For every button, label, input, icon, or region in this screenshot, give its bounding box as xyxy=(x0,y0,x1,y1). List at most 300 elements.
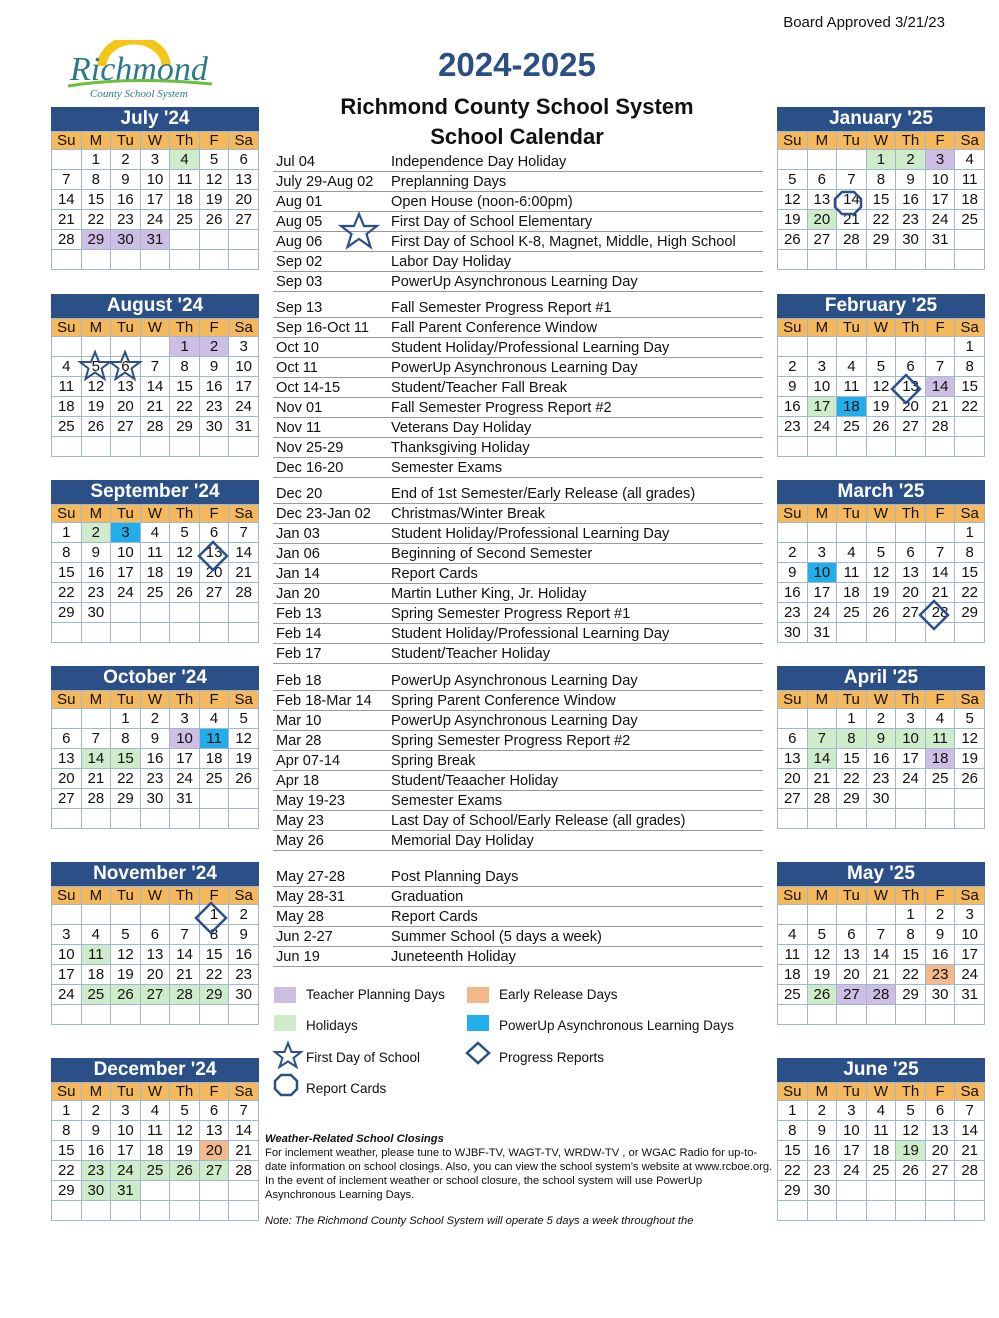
day-cell xyxy=(837,437,867,457)
event-name: End of 1st Semester/Early Release (all grades) xyxy=(391,486,696,502)
week-row xyxy=(778,809,985,829)
day-cell xyxy=(866,623,896,643)
events-summer-fall xyxy=(273,152,763,292)
day-cell xyxy=(229,437,259,457)
month-grid xyxy=(51,690,259,829)
day-cell: 1 xyxy=(896,905,926,925)
day-cell xyxy=(925,623,955,643)
day-cell: 9 xyxy=(229,925,259,945)
day-cell: 31 xyxy=(955,985,985,1005)
day-cell xyxy=(866,250,896,270)
event-row xyxy=(273,691,763,711)
event-date: Oct 10 xyxy=(276,340,319,356)
day-cell: 8 xyxy=(955,543,985,563)
day-cell xyxy=(52,150,82,170)
week-row xyxy=(778,729,985,749)
day-cell: 28 xyxy=(925,603,955,623)
day-cell: 22 xyxy=(866,210,896,230)
day-cell: 27 xyxy=(52,789,82,809)
day-cell: 14 xyxy=(229,543,259,563)
day-cell: 22 xyxy=(955,583,985,603)
week-row xyxy=(778,397,985,417)
day-cell: 30 xyxy=(140,789,170,809)
day-cell: 9 xyxy=(778,563,808,583)
day-cell xyxy=(896,809,926,829)
day-cell: 4 xyxy=(140,523,170,543)
weekday-label: Sa xyxy=(955,505,985,523)
day-cell: 28 xyxy=(52,230,82,250)
day-cell: 1 xyxy=(81,150,111,170)
day-cell xyxy=(199,623,229,643)
day-cell: 5 xyxy=(866,543,896,563)
week-row xyxy=(778,417,985,437)
day-cell: 28 xyxy=(837,230,867,250)
day-cell xyxy=(81,809,111,829)
day-cell: 2 xyxy=(111,150,141,170)
day-cell xyxy=(81,623,111,643)
day-cell: 13 xyxy=(140,945,170,965)
day-cell: 17 xyxy=(837,1141,867,1161)
day-cell: 3 xyxy=(170,709,200,729)
day-cell: 30 xyxy=(866,789,896,809)
day-cell: 23 xyxy=(925,965,955,985)
event-name: First Day of School Elementary xyxy=(391,214,593,230)
day-cell xyxy=(807,709,837,729)
day-cell: 15 xyxy=(866,190,896,210)
day-cell xyxy=(807,437,837,457)
weekday-label: Su xyxy=(52,132,82,150)
weekday-label: W xyxy=(140,505,170,523)
day-cell xyxy=(925,437,955,457)
event-name: PowerUp Asynchronous Learning Day xyxy=(391,360,638,376)
month-october-2024 xyxy=(51,666,259,829)
day-cell xyxy=(111,905,141,925)
day-cell: 29 xyxy=(111,789,141,809)
day-cell: 9 xyxy=(925,925,955,945)
day-cell xyxy=(807,337,837,357)
event-name: Beginning of Second Semester xyxy=(391,546,593,562)
day-cell: 24 xyxy=(925,210,955,230)
day-cell: 28 xyxy=(229,1161,259,1181)
day-cell: 21 xyxy=(955,1141,985,1161)
weekday-label: F xyxy=(925,132,955,150)
day-cell: 24 xyxy=(111,1161,141,1181)
week-row xyxy=(52,809,259,829)
day-cell: 8 xyxy=(111,729,141,749)
weekday-label: Su xyxy=(778,691,808,709)
day-cell: 4 xyxy=(925,709,955,729)
day-cell: 17 xyxy=(807,397,837,417)
event-date: Dec 23-Jan 02 xyxy=(276,506,371,522)
day-cell: 3 xyxy=(111,1101,141,1121)
event-row xyxy=(273,378,763,398)
event-row xyxy=(273,338,763,358)
weekday-label: Th xyxy=(896,1083,926,1101)
weekday-label: Su xyxy=(778,319,808,337)
logo-subtext: County School System xyxy=(90,88,188,100)
event-date: Aug 05 xyxy=(276,214,323,230)
day-cell: 24 xyxy=(807,603,837,623)
day-cell xyxy=(866,437,896,457)
day-cell: 14 xyxy=(170,945,200,965)
day-cell: 3 xyxy=(837,1101,867,1121)
weather-title: Weather-Related School Closings xyxy=(265,1133,444,1145)
day-cell: 21 xyxy=(81,769,111,789)
day-cell: 17 xyxy=(52,965,82,985)
day-cell: 15 xyxy=(199,945,229,965)
week-row xyxy=(52,150,259,170)
day-cell xyxy=(170,603,200,623)
day-cell xyxy=(925,337,955,357)
day-cell: 20 xyxy=(199,1141,229,1161)
week-row xyxy=(778,709,985,729)
weekday-label: M xyxy=(807,505,837,523)
day-cell: 11 xyxy=(140,1121,170,1141)
event-date: Jan 14 xyxy=(276,566,320,582)
week-row xyxy=(778,377,985,397)
day-cell: 17 xyxy=(955,945,985,965)
day-cell xyxy=(925,1005,955,1025)
weekday-label: Su xyxy=(778,505,808,523)
week-row xyxy=(778,905,985,925)
weekday-label: Th xyxy=(170,319,200,337)
day-cell: 11 xyxy=(778,945,808,965)
day-cell: 10 xyxy=(955,925,985,945)
event-date: Jun 2-27 xyxy=(276,929,333,945)
day-cell: 11 xyxy=(199,729,229,749)
day-cell xyxy=(81,1201,111,1221)
weekday-label: Tu xyxy=(111,505,141,523)
week-row xyxy=(778,749,985,769)
day-cell xyxy=(229,603,259,623)
event-date: Jun 19 xyxy=(276,949,320,965)
day-cell: 20 xyxy=(52,769,82,789)
day-cell: 4 xyxy=(837,543,867,563)
day-cell: 3 xyxy=(896,709,926,729)
day-cell: 19 xyxy=(955,749,985,769)
day-cell xyxy=(81,709,111,729)
day-cell: 3 xyxy=(925,150,955,170)
day-cell: 6 xyxy=(229,150,259,170)
day-cell: 25 xyxy=(925,769,955,789)
weekday-label: F xyxy=(199,505,229,523)
day-cell xyxy=(955,623,985,643)
weekday-label: W xyxy=(140,887,170,905)
day-cell: 2 xyxy=(925,905,955,925)
event-row xyxy=(273,604,763,624)
day-cell: 1 xyxy=(955,523,985,543)
day-cell: 2 xyxy=(866,709,896,729)
weekday-header xyxy=(52,691,259,709)
day-cell: 16 xyxy=(807,1141,837,1161)
day-cell xyxy=(52,1005,82,1025)
day-cell: 21 xyxy=(229,1141,259,1161)
day-cell: 19 xyxy=(199,190,229,210)
day-cell: 28 xyxy=(140,417,170,437)
day-cell xyxy=(807,523,837,543)
week-row xyxy=(778,623,985,643)
day-cell: 12 xyxy=(955,729,985,749)
day-cell: 31 xyxy=(807,623,837,643)
event-name: Spring Semester Progress Report #2 xyxy=(391,733,631,749)
day-cell: 31 xyxy=(170,789,200,809)
day-cell: 5 xyxy=(778,170,808,190)
week-row xyxy=(778,543,985,563)
day-cell: 13 xyxy=(52,749,82,769)
weekday-header xyxy=(52,1083,259,1101)
day-cell: 23 xyxy=(778,603,808,623)
day-cell: 8 xyxy=(778,1121,808,1141)
day-cell: 16 xyxy=(778,397,808,417)
day-cell xyxy=(896,523,926,543)
month-title: February '25 xyxy=(777,294,985,318)
day-cell: 2 xyxy=(81,1101,111,1121)
weekday-label: F xyxy=(925,887,955,905)
event-row xyxy=(273,927,763,947)
day-cell: 5 xyxy=(896,1101,926,1121)
weekday-header xyxy=(52,887,259,905)
weekday-label: Tu xyxy=(837,319,867,337)
day-cell: 10 xyxy=(111,543,141,563)
day-cell: 8 xyxy=(52,1121,82,1141)
day-cell: 23 xyxy=(866,769,896,789)
day-cell: 29 xyxy=(896,985,926,1005)
weekday-label: Sa xyxy=(229,132,259,150)
day-cell: 9 xyxy=(199,357,229,377)
weekday-label: Su xyxy=(778,132,808,150)
event-name: Report Cards xyxy=(391,909,478,925)
day-cell: 10 xyxy=(170,729,200,749)
week-row xyxy=(52,1121,259,1141)
weekday-header xyxy=(52,319,259,337)
day-cell: 27 xyxy=(837,985,867,1005)
week-row xyxy=(52,417,259,437)
day-cell: 19 xyxy=(170,563,200,583)
day-cell xyxy=(896,437,926,457)
day-cell: 17 xyxy=(111,563,141,583)
week-row xyxy=(778,945,985,965)
day-cell: 18 xyxy=(170,190,200,210)
day-cell: 5 xyxy=(229,709,259,729)
day-cell: 16 xyxy=(229,945,259,965)
day-cell: 26 xyxy=(896,1161,926,1181)
weekday-label: Su xyxy=(52,1083,82,1101)
day-cell: 4 xyxy=(170,150,200,170)
month-february-2025 xyxy=(777,294,985,457)
event-row xyxy=(273,272,763,292)
week-row xyxy=(52,1005,259,1025)
week-row xyxy=(52,623,259,643)
week-row xyxy=(52,1141,259,1161)
day-cell: 11 xyxy=(837,563,867,583)
weekday-label: F xyxy=(199,132,229,150)
event-date: May 27-28 xyxy=(276,869,345,885)
day-cell xyxy=(807,1201,837,1221)
day-cell: 19 xyxy=(170,1141,200,1161)
day-cell: 29 xyxy=(52,603,82,623)
day-cell xyxy=(111,437,141,457)
day-cell: 14 xyxy=(955,1121,985,1141)
day-cell: 30 xyxy=(896,230,926,250)
event-name: Student Holiday/Professional Learning Day xyxy=(391,526,670,542)
day-cell xyxy=(199,789,229,809)
day-cell: 15 xyxy=(52,1141,82,1161)
week-row xyxy=(52,1161,259,1181)
org-name: Richmond County School System xyxy=(340,94,694,119)
day-cell: 6 xyxy=(140,925,170,945)
month-july-2024 xyxy=(51,107,259,270)
day-cell xyxy=(896,250,926,270)
day-cell: 10 xyxy=(229,357,259,377)
day-cell: 5 xyxy=(955,709,985,729)
day-cell xyxy=(925,1201,955,1221)
day-cell xyxy=(925,789,955,809)
weekday-label: F xyxy=(199,319,229,337)
day-cell: 16 xyxy=(81,1141,111,1161)
day-cell: 29 xyxy=(199,985,229,1005)
day-cell: 13 xyxy=(896,563,926,583)
day-cell: 11 xyxy=(81,945,111,965)
weekday-label: Th xyxy=(896,691,926,709)
day-cell: 10 xyxy=(111,1121,141,1141)
day-cell: 23 xyxy=(229,965,259,985)
event-name: Juneteenth Holiday xyxy=(391,949,516,965)
event-date: Feb 13 xyxy=(276,606,322,622)
weekday-label: Tu xyxy=(111,1083,141,1101)
day-cell xyxy=(837,809,867,829)
day-cell xyxy=(199,250,229,270)
day-cell: 25 xyxy=(140,583,170,603)
day-cell xyxy=(955,230,985,250)
day-cell: 16 xyxy=(896,190,926,210)
week-row xyxy=(778,337,985,357)
day-cell: 1 xyxy=(778,1101,808,1121)
day-cell xyxy=(896,1181,926,1201)
event-name: Preplanning Days xyxy=(391,174,507,190)
day-cell xyxy=(111,603,141,623)
day-cell: 15 xyxy=(81,190,111,210)
day-cell: 19 xyxy=(778,210,808,230)
day-cell: 20 xyxy=(778,769,808,789)
day-cell: 4 xyxy=(866,1101,896,1121)
day-cell: 29 xyxy=(866,230,896,250)
day-cell xyxy=(925,523,955,543)
month-grid xyxy=(777,1082,985,1221)
week-row xyxy=(52,769,259,789)
weekday-header xyxy=(778,691,985,709)
day-cell xyxy=(111,250,141,270)
month-title: October '24 xyxy=(51,666,259,690)
day-cell: 15 xyxy=(896,945,926,965)
week-row xyxy=(778,170,985,190)
day-cell: 24 xyxy=(52,985,82,1005)
weekday-label: M xyxy=(807,691,837,709)
weekday-label: Tu xyxy=(111,132,141,150)
week-row xyxy=(778,965,985,985)
month-grid xyxy=(51,1082,259,1221)
event-date: Apr 18 xyxy=(276,773,319,789)
day-cell: 15 xyxy=(111,749,141,769)
weekday-label: M xyxy=(807,1083,837,1101)
day-cell xyxy=(837,250,867,270)
week-row xyxy=(778,1161,985,1181)
month-grid xyxy=(51,886,259,1025)
day-cell xyxy=(778,150,808,170)
day-cell: 13 xyxy=(229,170,259,190)
day-cell xyxy=(52,1201,82,1221)
event-row xyxy=(273,504,763,524)
week-row xyxy=(52,905,259,925)
month-june-2025 xyxy=(777,1058,985,1221)
day-cell xyxy=(111,623,141,643)
day-cell xyxy=(866,523,896,543)
week-row xyxy=(778,1181,985,1201)
weekday-header xyxy=(778,319,985,337)
event-name: Veterans Day Holiday xyxy=(391,420,532,436)
day-cell xyxy=(866,1181,896,1201)
week-row xyxy=(52,729,259,749)
day-cell: 2 xyxy=(199,337,229,357)
day-cell xyxy=(170,1005,200,1025)
day-cell: 13 xyxy=(199,1121,229,1141)
weekday-label: M xyxy=(81,505,111,523)
weekday-label: Sa xyxy=(955,691,985,709)
week-row xyxy=(778,583,985,603)
day-cell: 4 xyxy=(81,925,111,945)
day-cell: 26 xyxy=(866,603,896,623)
day-cell: 4 xyxy=(955,150,985,170)
month-grid xyxy=(51,318,259,457)
event-row xyxy=(273,418,763,438)
district-logo xyxy=(62,40,222,102)
event-date: Feb 18-Mar 14 xyxy=(276,693,372,709)
event-name: Labor Day Holiday xyxy=(391,254,512,270)
day-cell: 27 xyxy=(111,417,141,437)
event-name: Report Cards xyxy=(391,566,478,582)
day-cell xyxy=(140,250,170,270)
day-cell: 25 xyxy=(955,210,985,230)
day-cell xyxy=(955,1201,985,1221)
day-cell xyxy=(229,1005,259,1025)
day-cell: 7 xyxy=(866,925,896,945)
day-cell xyxy=(866,905,896,925)
event-row xyxy=(273,524,763,544)
day-cell: 8 xyxy=(955,357,985,377)
day-cell: 30 xyxy=(81,1181,111,1201)
day-cell: 27 xyxy=(199,1161,229,1181)
day-cell: 8 xyxy=(52,543,82,563)
day-cell xyxy=(81,1005,111,1025)
day-cell: 12 xyxy=(807,945,837,965)
day-cell: 6 xyxy=(111,357,141,377)
event-row xyxy=(273,644,763,664)
day-cell xyxy=(111,1005,141,1025)
event-row xyxy=(273,791,763,811)
day-cell: 3 xyxy=(955,905,985,925)
week-row xyxy=(778,250,985,270)
day-cell: 30 xyxy=(807,1181,837,1201)
day-cell xyxy=(955,789,985,809)
day-cell: 9 xyxy=(807,1121,837,1141)
weekday-label: W xyxy=(866,1083,896,1101)
event-name: Graduation xyxy=(391,889,464,905)
day-cell: 24 xyxy=(140,210,170,230)
month-title: November '24 xyxy=(51,862,259,886)
day-cell: 14 xyxy=(81,749,111,769)
day-cell xyxy=(229,230,259,250)
day-cell: 8 xyxy=(896,925,926,945)
weekday-header xyxy=(778,1083,985,1101)
